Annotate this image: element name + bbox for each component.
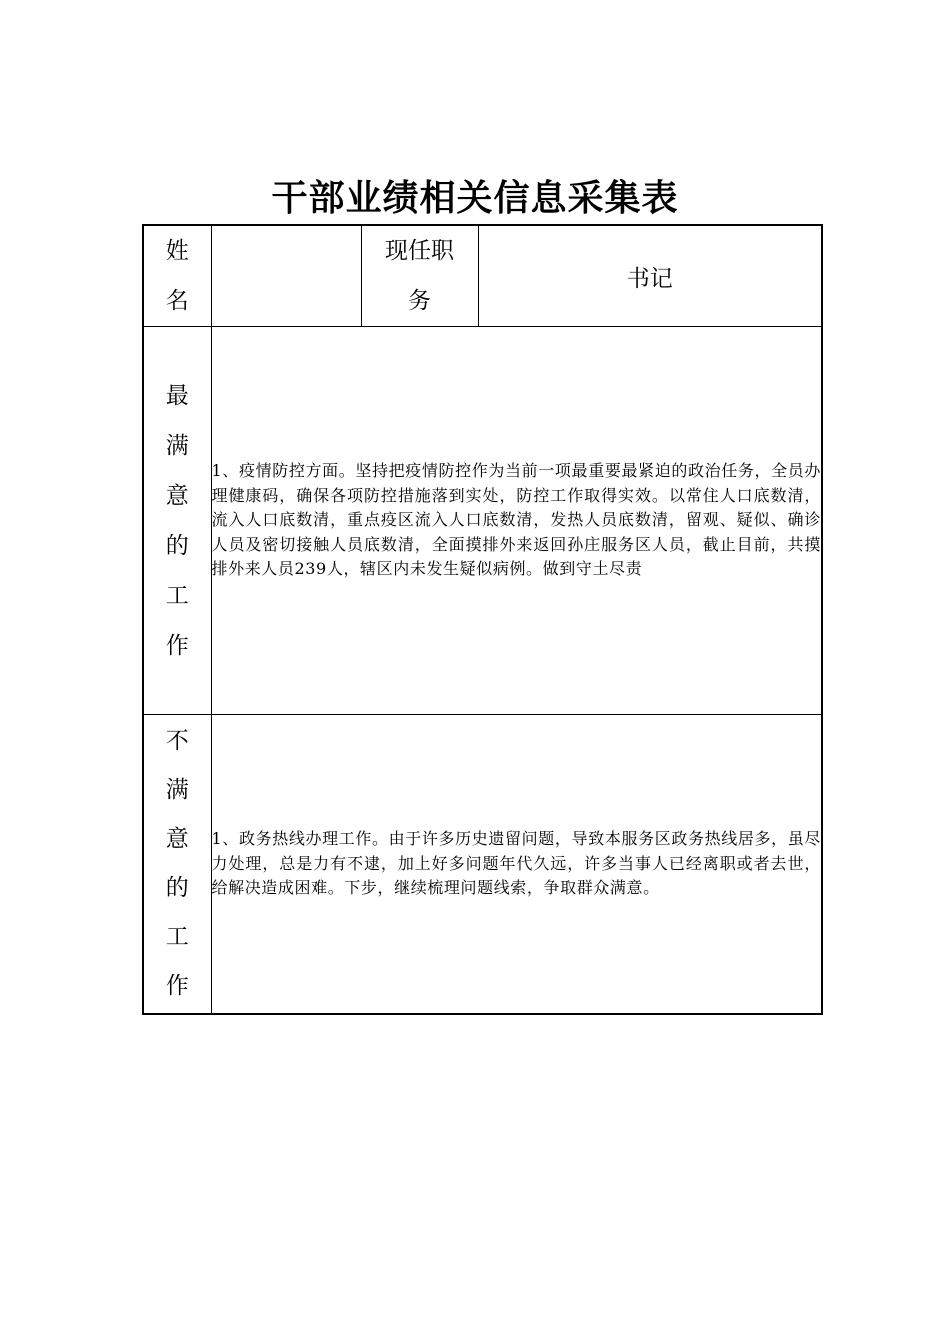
info-collection-table — [142, 224, 823, 1015]
name-label-cell — [143, 225, 211, 327]
name-value-cell[interactable] — [211, 225, 361, 327]
best-work-label-cell — [143, 327, 211, 715]
position-label: 现任职务 — [385, 238, 454, 314]
best-work-row — [143, 327, 822, 715]
position-label-cell — [361, 225, 478, 327]
header-row — [143, 225, 822, 327]
name-label: 姓名 — [165, 238, 189, 314]
form-title: 干部业绩相关信息采集表 — [271, 177, 679, 219]
worst-work-content[interactable]: 1、政务热线办理工作。由于许多历史遗留问题，导致本服务区政务热线居多，虽尽力处理，总是力有不逮，加上好多问题年代久远，许多当事人已经离职或者去世，给解决造成困难。下步，继续梳理问题线索，争取群众满意。 — [211, 715, 822, 1014]
position-value: 书记 — [626, 265, 673, 292]
worst-work-label-cell — [143, 715, 211, 1014]
best-work-label: 最满意的工作 — [165, 382, 189, 659]
best-work-content[interactable]: 1、疫情防控方面。坚持把疫情防控作为当前一项最重要最紧迫的政治任务，全员办理健康码，确保各项防控措施落到实处，防控工作取得实效。以常住人口底数清，流入人口底数清，重点疫区流入人口底数清，发热人员底数清，留观、疑似、确诊人员及密切接触人员底数清，全面摸排外来返回孙庄服务区人员，截止目前，共摸排外来人员239人，辖区内未发生疑似病例。做到守土尽责 — [211, 327, 822, 715]
position-value-cell[interactable] — [478, 225, 822, 327]
worst-work-row — [143, 715, 822, 1014]
worst-work-label: 不满意的工作 — [165, 727, 189, 999]
